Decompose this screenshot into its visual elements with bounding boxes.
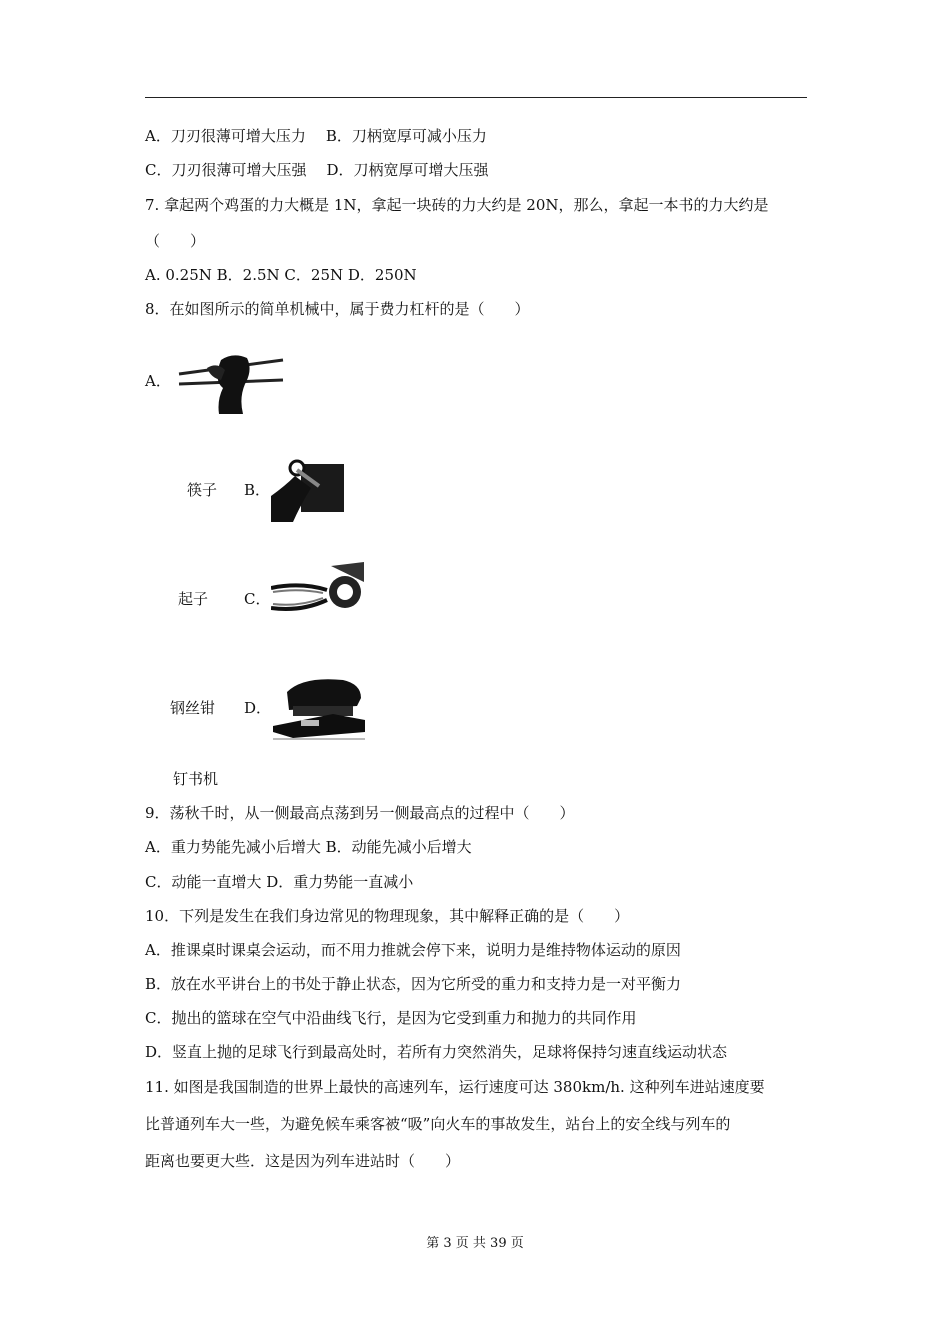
- q10-option-b: B．放在水平讲台上的书处于静止状态，因为它所受的重力和支持力是一对平衡力: [145, 975, 682, 993]
- q7-answer-paren: （ ）: [145, 232, 206, 250]
- stapler-image: [273, 670, 365, 740]
- q8-caption-b: 起子: [178, 590, 209, 608]
- chopsticks-image: [173, 350, 285, 414]
- q10-option-d: D．竖直上抛的足球飞行到最高处时，若所有力突然消失，足球将保持匀速直线运动状态: [145, 1043, 728, 1061]
- q11-line-1: 11. 如图是我国制造的世界上最快的高速列车，运行速度可达 380km/h. 这种列车进站速度要: [145, 1078, 765, 1096]
- pliers-image: [271, 562, 364, 628]
- page-number-footer: 第 3 页 共 39 页: [426, 1236, 524, 1251]
- q6-options-row-1: [145, 126, 487, 146]
- q11-line-2: 比普通列车大一些，为避免候车乘客被“吸”向火车的事故发生，站台上的安全线与列车的: [145, 1115, 731, 1133]
- q6-option-b: B．刀柄宽厚可减小压力: [325, 127, 487, 145]
- q9-stem: 9．荡秋千时，从一侧最高点荡到另一侧最高点的过程中（ ）: [145, 804, 575, 822]
- q8-caption-a: 筷子: [187, 481, 218, 499]
- q8-option-a-letter: A．: [145, 372, 171, 390]
- q8-option-b-letter: B．: [244, 481, 271, 499]
- q7-options: A. 0.25N B．2.5N C．25N D．250N: [145, 266, 417, 284]
- q6-option-c: C．刀刃很薄可增大压强: [145, 161, 307, 179]
- q10-stem: 10．下列是发生在我们身边常见的物理现象，其中解释正确的是（ ）: [145, 907, 630, 925]
- q10-option-c: C．抛出的篮球在空气中沿曲线飞行，是因为它受到重力和抛力的共同作用: [145, 1009, 637, 1027]
- q8-caption-c: 钢丝钳: [170, 699, 216, 717]
- q8-stem: 8．在如图所示的简单机械中，属于费力杠杆的是（ ）: [145, 300, 530, 318]
- header-rule: [145, 97, 807, 98]
- q8-option-c-letter: C．: [244, 590, 271, 608]
- q9-options-ab: A．重力势能先减小后增大 B．动能先减小后增大: [145, 838, 472, 856]
- q10-option-a: A．推课桌时课桌会运动，而不用力推就会停下来，说明力是维持物体运动的原因: [145, 941, 681, 959]
- q8-caption-d: 钉书机: [173, 770, 219, 788]
- q9-options-cd: C．动能一直增大 D．重力势能一直减小: [145, 873, 414, 891]
- q7-stem: 7. 拿起两个鸡蛋的力大概是 1N，拿起一块砖的力大约是 20N，那么，拿起一本书的力大约是: [145, 196, 769, 214]
- q6-option-a: A．刀刃很薄可增大压力: [145, 127, 306, 145]
- q11-line-3: 距离也要更大些．这是因为列车进站时（ ）: [145, 1152, 461, 1170]
- q8-option-d-letter: D．: [244, 699, 272, 717]
- q6-option-d: D．刀柄宽厚可增大压强: [326, 161, 489, 179]
- bottle-opener-image: [271, 456, 344, 522]
- q6-options-row-2: [145, 160, 489, 180]
